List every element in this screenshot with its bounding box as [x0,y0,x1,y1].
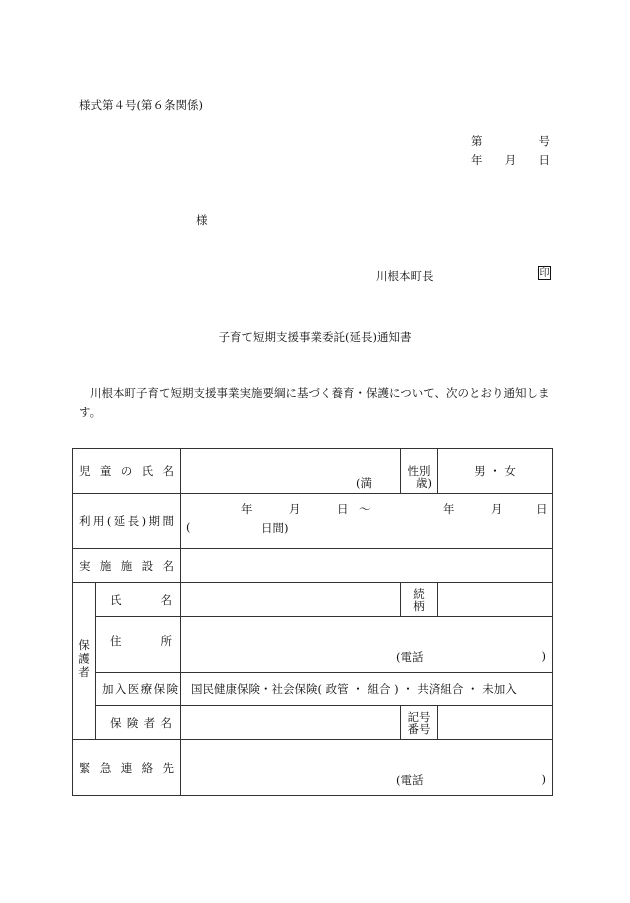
relation-label-line2: 柄 [413,598,425,613]
relation-label-line1: 続 [413,586,425,601]
guardian-name-label: 氏名 [96,583,181,617]
period-start-day: 日 [337,502,349,516]
row-emergency [73,740,553,796]
date-year: 年 [471,153,483,167]
period-end-year: 年 [443,502,455,516]
guardian-address-label: 住所 [96,617,181,673]
days-open: ( [186,520,191,534]
child-name-label: 児童の氏名 [73,449,181,494]
emergency-phone-close: ) [541,772,546,786]
emergency-label: 緊急連絡先 [73,740,181,796]
gender-options[interactable]: 男 ・ 女 [438,449,553,494]
seal-mark: 印 [539,268,550,279]
row-guardian-address [73,617,553,673]
code-label-line1: 記号 [407,709,431,724]
address-phone-close: ) [541,649,546,663]
insurance-options[interactable]: 国民健康保険・社会保険( 政管 ・ 組合 ) ・ 共済組合 ・ 未加入 [181,673,553,706]
period-tilde: ～ [359,502,371,516]
code-label [401,706,438,740]
doc-number-prefix: 第 [471,134,483,148]
guardian-address-cell[interactable] [181,617,553,673]
row-insurance [73,673,553,706]
document-number-line [471,133,550,149]
issuer-name: 川根本町長 [376,269,434,283]
guardian-group-text: 保護者 [77,639,91,680]
days-close: 日間) [261,521,289,535]
row-guardian-name [73,583,553,617]
period-start-month: 月 [289,502,301,516]
period-label: 利用(延長)期間 [73,494,181,549]
row-period [73,494,553,549]
period-end-day: 日 [536,502,548,516]
doc-number-suffix: 号 [538,134,550,148]
period-start-year: 年 [241,502,253,516]
period-end-month: 月 [491,502,503,516]
date-month: 月 [504,153,517,167]
guardian-name-input[interactable] [181,583,401,617]
relation-label [401,583,438,617]
gender-label: 性別 [401,449,438,494]
code-label-line2: 番号 [407,721,431,736]
row-facility [73,549,553,583]
row-child-name [73,449,553,494]
emergency-cell[interactable] [181,740,553,796]
issue-date-line [471,152,550,168]
insurer-label: 保険者名 [96,706,181,740]
emergency-phone-open: (電話 [396,773,424,787]
facility-input[interactable] [181,549,553,583]
age-open: (満 [356,476,372,490]
body-paragraph: 川根本町子育て短期支援事業実施要綱に基づく養育・保護について、次のとおり通知します。 [79,386,550,419]
document-title: 子育て短期支援事業委託(延長)通知書 [218,330,412,344]
form-number: 様式第４号(第６条関係) [79,98,203,112]
period-cell[interactable] [181,494,553,549]
date-day: 日 [538,153,550,167]
insurance-label: 加入医療保険 [96,673,181,706]
code-input[interactable] [438,706,553,740]
insurer-input[interactable] [181,706,401,740]
guardian-group-label [73,583,96,740]
notification-form-table [72,448,553,796]
facility-label: 実施施設名 [73,549,181,583]
address-phone-open: (電話 [396,650,424,664]
relation-input[interactable] [438,583,553,617]
recipient-honorific: 様 [196,213,208,227]
age-close: 歳) [416,476,432,490]
row-insurer [73,706,553,740]
